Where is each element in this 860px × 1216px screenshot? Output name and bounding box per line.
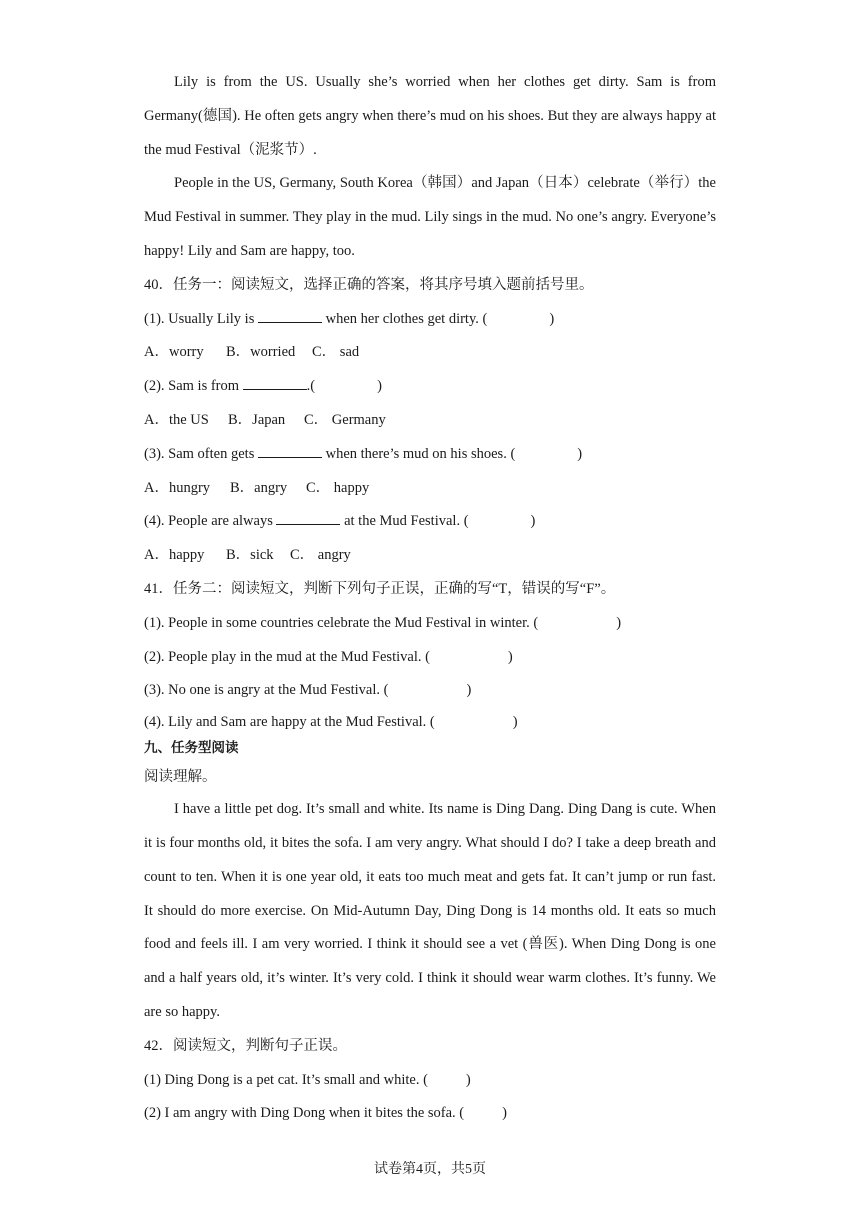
q40-item-2-options: A．the US B．Japan C． Germany bbox=[144, 411, 386, 428]
section-subheading: 阅读理解。 bbox=[144, 769, 217, 786]
exam-page bbox=[144, 66, 716, 1131]
q40-item-4: (4). People are always at the Mud Festival. ( ) bbox=[144, 505, 716, 539]
answer-blank[interactable] bbox=[276, 510, 340, 525]
q41-item-3: (3). No one is angry at the Mud Festival. ( ) bbox=[144, 682, 472, 699]
q40-item-3: (3). Sam often gets when there’s mud on his shoes. ( ) bbox=[144, 438, 716, 472]
section-heading: 九、任务型阅读 bbox=[144, 740, 239, 757]
passage1-paragraph-2: People in the US, Germany, South Korea（韩国）and Japan（日本）celebrate（举行）the Mud Festival in summer. They play in the mud. Lily sings in the mud. No one’s angry. Everyone’s happy! Lily and Sam are happy, too. bbox=[144, 175, 716, 259]
q40-item-1-options: A．worry B．worried C． sad bbox=[144, 344, 360, 361]
answer-blank[interactable] bbox=[258, 443, 322, 458]
q41-item-1: (1). People in some countries celebrate the Mud Festival in winter. ( ) bbox=[144, 614, 622, 631]
q42-item-1: (1) Ding Dong is a pet cat. It’s small and white. ( ) bbox=[144, 1071, 471, 1088]
passage1-paragraph-1: Lily is from the US. Usually she’s worried when her clothes get dirty. Sam is from Germany(德国). He often gets angry when there’s mud on his shoes. But they are always happy at the mud Festival（泥浆节）. bbox=[144, 74, 716, 158]
q41-title: 41．任务二：阅读短文，判断下列句子正误，正确的写“T，错误的写“F”。 bbox=[144, 580, 616, 597]
q40-item-2: (2). Sam is from .( ) bbox=[144, 370, 716, 404]
q42-title: 42．阅读短文，判断句子正误。 bbox=[144, 1037, 347, 1054]
q40-item-4-options: A．happy B．sick C． angry bbox=[144, 547, 351, 564]
q40-title: 40．任务一：阅读短文，选择正确的答案，将其序号填入题前括号里。 bbox=[144, 276, 594, 293]
q40-item-1: (1). Usually Lily is when her clothes get dirty. ( ) bbox=[144, 303, 716, 337]
answer-blank[interactable] bbox=[243, 375, 307, 390]
q41-item-2: (2). People play in the mud at the Mud Festival. ( ) bbox=[144, 648, 513, 665]
page-footer: 试卷第4页，共5页 bbox=[374, 1162, 486, 1177]
q42-item-2: (2) I am angry with Ding Dong when it bites the sofa. ( ) bbox=[144, 1105, 507, 1122]
q40-item-3-options: A．hungry B．angry C． happy bbox=[144, 479, 370, 496]
answer-blank[interactable] bbox=[258, 308, 322, 323]
passage2-paragraph: I have a little pet dog. It’s small and white. Its name is Ding Dang. Ding Dang is cute. When it is four months old, it bites the sofa. I am very angry. What should I do? I take a deep breath and count to ten. When it is one year old, it eats too much meat and gets fat. It can’t jump or run fast. It should do more exercise. On Mid-Autumn Day, Ding Dong is 14 months old. It eats so much food and feels ill. I am very worried. I think it should see a vet (兽医). When Ding Dong is one and a half years old, it’s winter. It’s very cold. I think it should wear warm clothes. It’s funny. We are so happy. bbox=[144, 801, 716, 1020]
q41-item-4: (4). Lily and Sam are happy at the Mud Festival. ( ) bbox=[144, 714, 518, 731]
